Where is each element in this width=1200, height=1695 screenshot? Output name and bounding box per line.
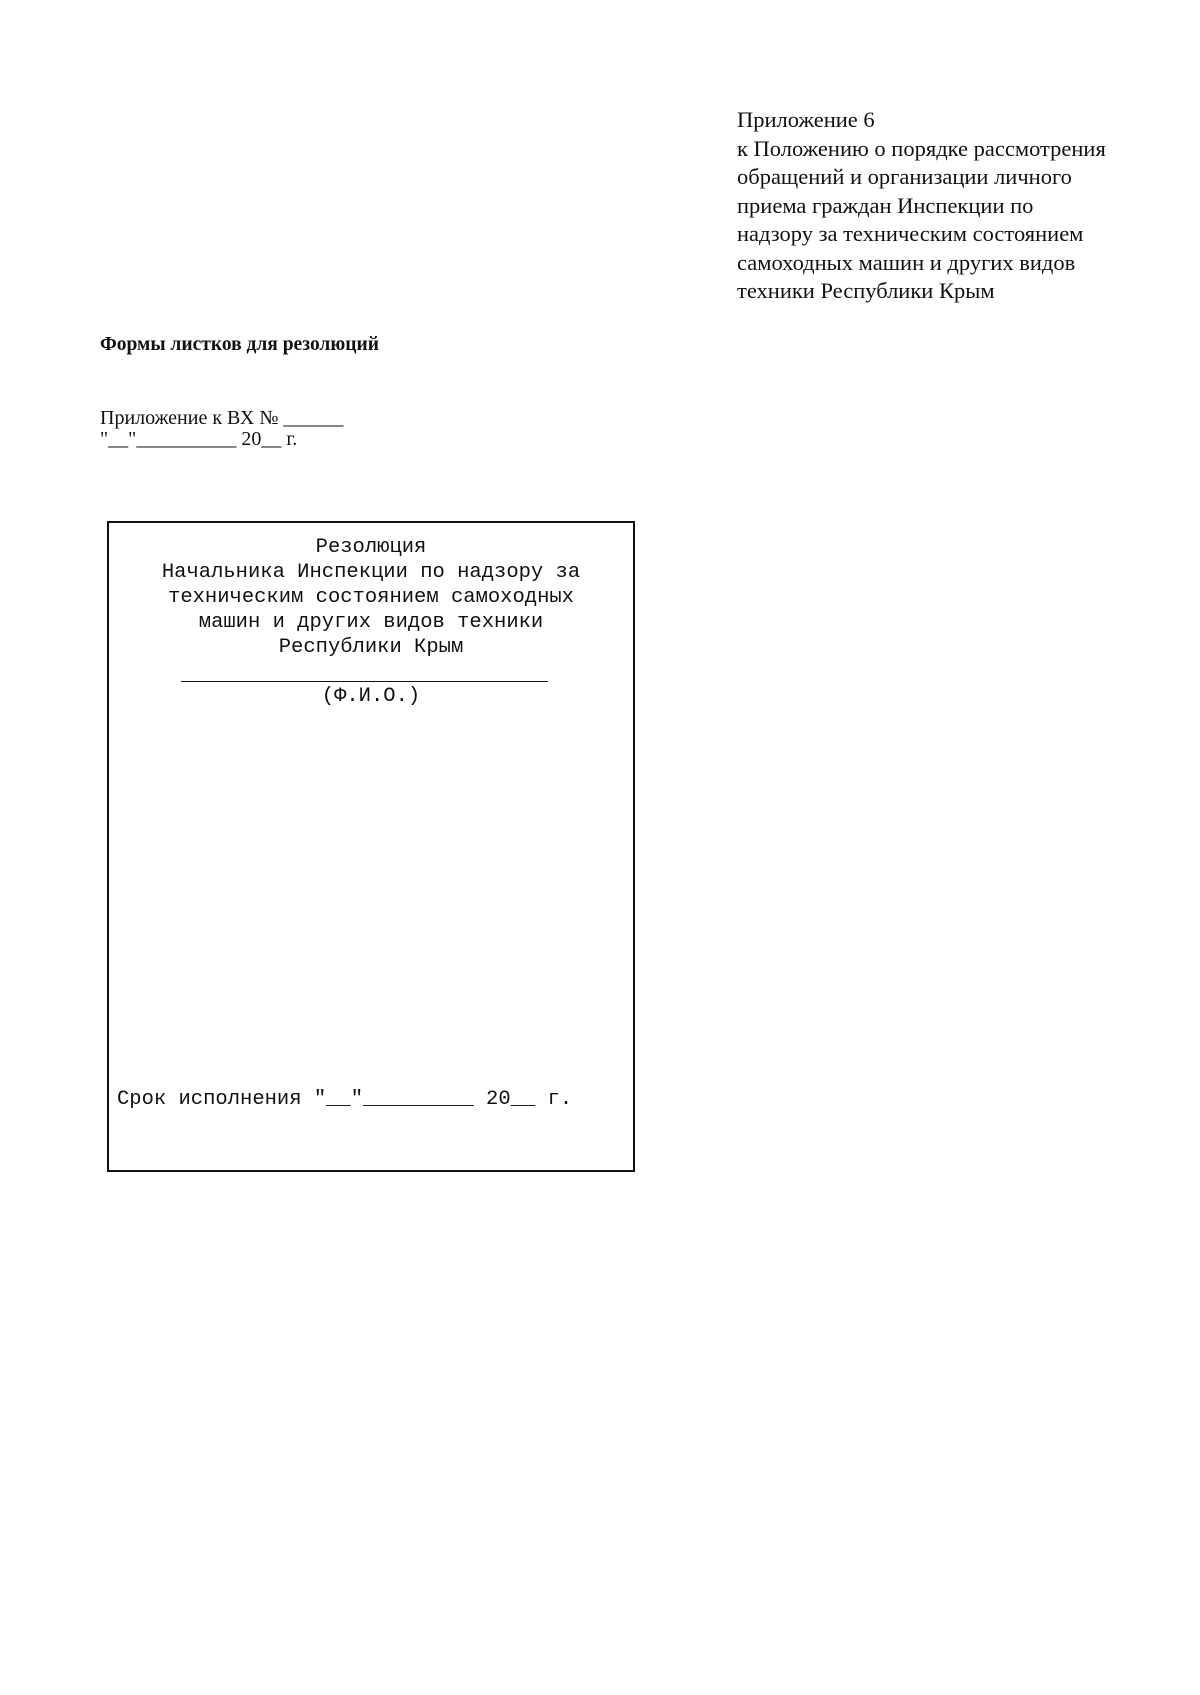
resolution-title-line: Республики Крым	[278, 636, 464, 659]
resolution-title	[109, 535, 633, 660]
deadline-line: Срок исполнения "__"_________ 20__ г.	[117, 1088, 573, 1111]
attachment-date-line: "__"__________ 20__ г.	[100, 428, 298, 450]
appendix-line: надзору за техническим состоянием	[737, 221, 1084, 246]
attachment-number-line: Приложение к ВХ № ______	[100, 407, 344, 429]
appendix-line: техники Республики Крым	[737, 278, 995, 303]
resolution-title-line: техническим состоянием самоходных	[168, 586, 574, 609]
appendix-line: Приложение 6	[737, 107, 875, 132]
resolution-form	[107, 521, 635, 1172]
signature-line	[181, 681, 548, 682]
appendix-line: приема граждан Инспекции по	[737, 192, 1034, 218]
forms-heading: Формы листков для резолюций	[100, 334, 379, 355]
resolution-title-line: Начальника Инспекции по надзору за	[161, 561, 581, 584]
resolution-title-line: машин и других видов техники	[198, 611, 544, 634]
appendix-line: самоходных машин и других видов	[737, 249, 1076, 275]
appendix-line: обращений и организации личного	[737, 164, 1072, 189]
resolution-title-line: Резолюция	[315, 536, 427, 559]
appendix-line: к Положению о порядке рассмотрения	[737, 135, 1106, 161]
appendix-block	[737, 106, 1177, 306]
fio-label: (Ф.И.О.)	[321, 685, 421, 708]
